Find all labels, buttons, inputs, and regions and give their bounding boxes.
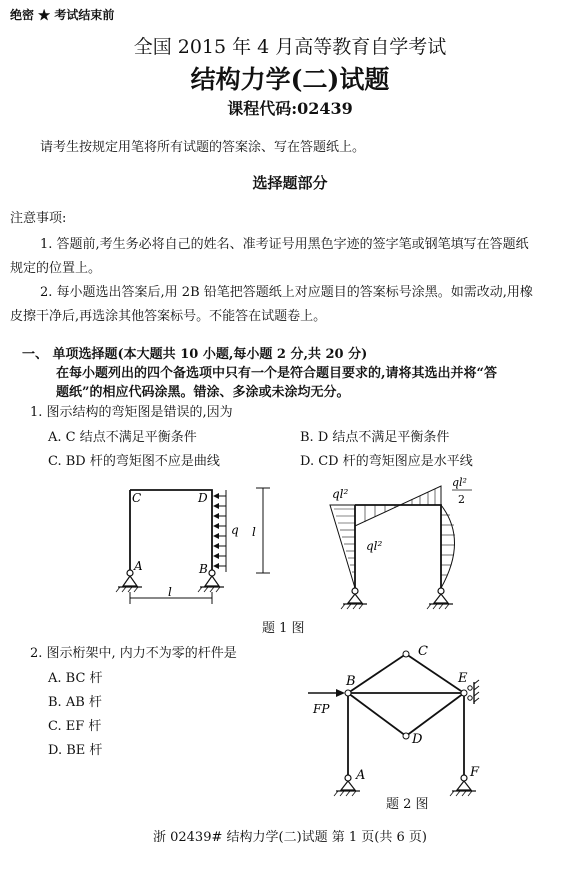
label-q: q: [231, 523, 239, 537]
label-e: E: [458, 671, 468, 686]
truss-joints: [345, 651, 467, 739]
note-2a: 2. 每小题选出答案后,用 2B 铅笔把答题纸上对应题目的答案标号涂黑。如需改动,用橡: [40, 285, 533, 300]
truss-members: [348, 654, 464, 775]
subject-title: 结构力学(二)试题: [190, 65, 390, 94]
instruction-line: 请考生按规定用笔将所有试题的答案涂、写在答题纸上。: [40, 140, 366, 155]
q1-option-d: D. CD 杆的弯矩图应是水平线: [300, 454, 473, 469]
q1-option-b: B. D 结点不满足平衡条件: [300, 430, 450, 445]
label-a: A: [134, 559, 143, 573]
part1-desc-1: 在每小题列出的四个备选项中只有一个是符合题目要求的,请将其选出并将“答: [56, 366, 498, 381]
label-f: F: [470, 765, 480, 780]
q2-option-a: A. BC 杆: [48, 671, 103, 686]
part1-heading: 一、 单项选择题(本大题共 10 小题,每小题 2 分,共 20 分): [22, 347, 368, 362]
label-d: D: [198, 491, 208, 505]
label-c: C: [418, 644, 428, 659]
label-ql2-mid: ql²: [366, 539, 383, 553]
q2-caption: 题 2 图: [386, 797, 429, 812]
label-c: C: [132, 491, 142, 505]
q2-option-b: B. AB 杆: [48, 695, 102, 710]
q2-option-c: C. EF 杆: [48, 719, 102, 734]
q2-option-d: D. BE 杆: [48, 743, 103, 758]
q1-caption: 题 1 图: [262, 621, 305, 636]
q1-figure: [0, 470, 580, 615]
label-b: B: [346, 674, 356, 689]
label-l-vertical: l: [252, 525, 256, 539]
course-code: 课程代码:02439: [227, 99, 353, 118]
note-2b: 皮擦干净后,再选涂其他答案标号。不能答在试题卷上。: [10, 309, 327, 324]
secret-label: 绝密 ★ 考试结束前: [10, 8, 115, 22]
note-1b: 规定的位置上。: [10, 261, 102, 276]
label-a: A: [356, 768, 366, 783]
label-b: B: [199, 562, 208, 576]
distributed-load-arrows: [214, 490, 226, 572]
exam-title: 全国 2015 年 4 月高等教育自学考试: [133, 36, 447, 58]
load-arrow-fp: [308, 689, 345, 697]
dimension-vertical: [256, 488, 270, 573]
q1-option-a: A. C 结点不满足平衡条件: [48, 430, 197, 445]
q1-option-c: C. BD 杆的弯矩图不应是曲线: [48, 454, 220, 469]
label-d: D: [412, 732, 423, 747]
label-ql2-left: ql²: [332, 487, 349, 501]
section-title: 选择题部分: [252, 174, 328, 192]
label-fraction-den: 2: [458, 493, 465, 506]
label-l-horizontal: l: [168, 585, 172, 599]
part1-desc-2: 题纸”的相应代码涂黑。错涂、多涂或未涂均无分。: [56, 385, 350, 400]
roller-support-e: [468, 680, 479, 704]
page-footer: 浙 02439# 结构力学(二)试题 第 1 页(共 6 页): [152, 830, 427, 845]
q2-stem: 2. 图示桁架中, 内力不为零的杆件是: [30, 646, 237, 661]
q2-figure: [0, 640, 580, 800]
notes-label: 注意事项:: [10, 211, 67, 226]
label-ql2-fraction-num: ql²: [452, 476, 467, 489]
note-1a: 1. 答题前,考生务必将自己的姓名、准考证号用黑色字迹的签字笔或钢笔填写在答题纸: [40, 237, 529, 252]
label-fp: FP: [313, 702, 330, 716]
q1-stem: 1. 图示结构的弯矩图是错误的,因为: [30, 405, 233, 420]
